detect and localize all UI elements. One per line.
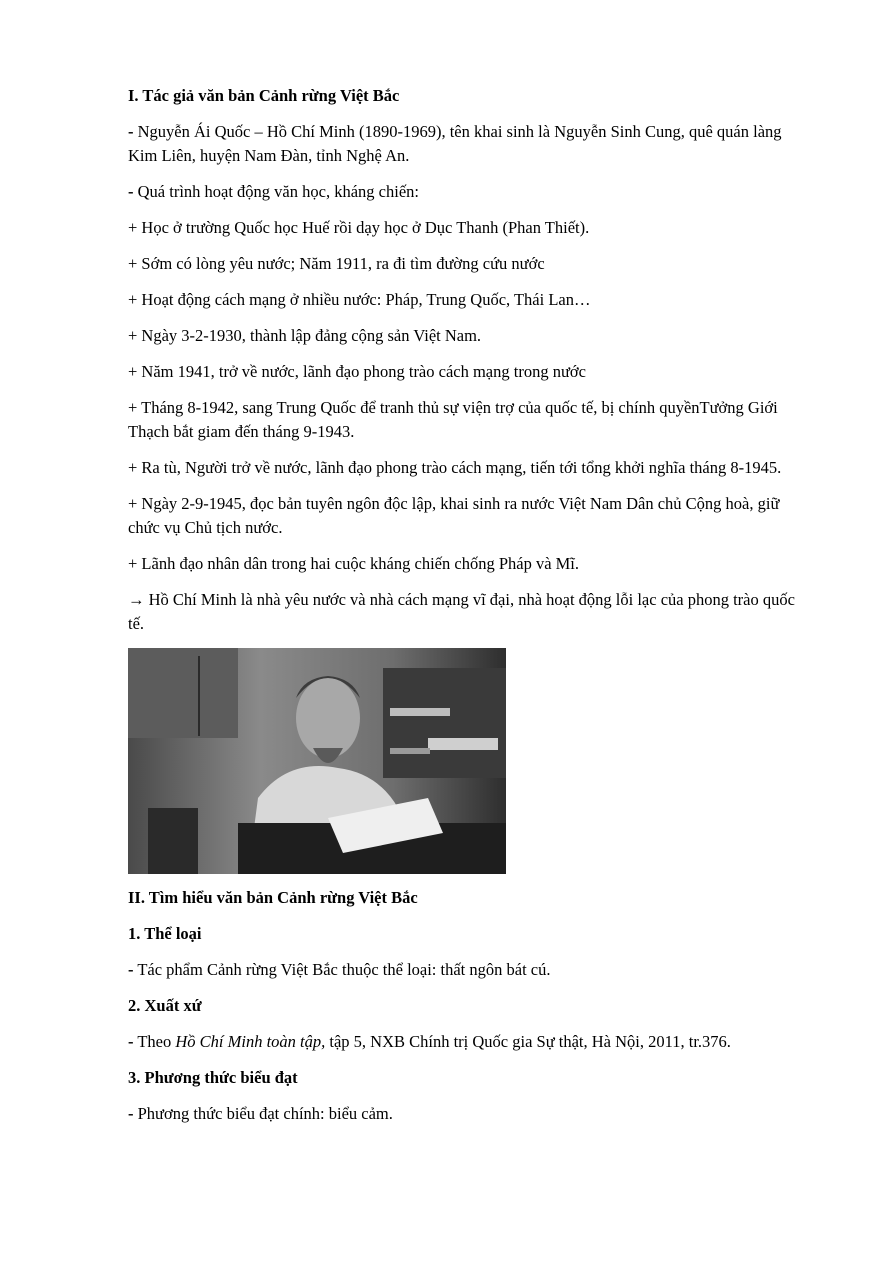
genre-heading: 1. Thể loại: [128, 924, 202, 943]
list-item: + Hoạt động cách mạng ở nhiều nước: Pháp, Trung Quốc, Thái Lan…: [128, 290, 591, 309]
list-item: + Lãnh đạo nhân dân trong hai cuộc kháng chiến chống Pháp và Mĩ.: [128, 554, 580, 573]
bullet-dash: -: [128, 182, 134, 201]
list-item: + Ngày 2-9-1945, đọc bản tuyên ngôn độc lập, khai sinh ra nước Việt Nam Dân chủ Cộng hoà, giữ chức vụ Chủ tịch nước.: [128, 494, 780, 537]
list-item: + Học ở trường Quốc học Huế rồi dạy học ở Dục Thanh (Phan Thiết).: [128, 218, 590, 237]
expression-body: Phương thức biểu đạt chính: biểu cảm.: [133, 1104, 393, 1123]
author-intro: [128, 120, 808, 168]
list-item: + Ngày 3-2-1930, thành lập đảng cộng sản Việt Nam.: [128, 326, 482, 345]
origin-book-title: Hồ Chí Minh toàn tập,: [175, 1032, 326, 1051]
bullet-dash: -: [128, 122, 134, 141]
origin-post: tập 5, NXB Chính trị Quốc gia Sự thật, Hà Nội, 2011, tr.376.: [325, 1032, 731, 1051]
conclusion: → Hồ Chí Minh là nhà yêu nước và nhà cách mạng vĩ đại, nhà hoạt động lỗi lạc của phong trào quốc tế.: [128, 590, 795, 633]
genre-text: [128, 958, 808, 982]
document-content: [128, 84, 808, 1138]
bullet-dash: -: [128, 1104, 134, 1123]
section-2-heading: II. Tìm hiểu văn bản Cảnh rừng Việt Bắc: [128, 888, 418, 907]
list-item: + Tháng 8-1942, sang Trung Quốc để tranh thủ sự viện trợ của quốc tế, bị chính quyềnTưởng Giới Thạch bắt giam đến tháng 9-1943.: [128, 398, 778, 441]
origin-text: [128, 1030, 808, 1054]
process-intro: [128, 180, 808, 204]
list-item: + Ra tù, Người trở về nước, lãnh đạo phong trào cách mạng, tiến tới tổng khởi nghĩa tháng 8-1945.: [128, 458, 782, 477]
bullet-dash: -: [128, 960, 134, 979]
bullet-dash: -: [128, 1032, 134, 1051]
section-1-heading: I. Tác giả văn bản Cảnh rừng Việt Bắc: [128, 86, 400, 105]
list-item: + Sớm có lòng yêu nước; Năm 1911, ra đi tìm đường cứu nước: [128, 254, 545, 273]
origin-pre: Theo: [133, 1032, 176, 1051]
genre-body: Tác phẩm Cảnh rừng Việt Bắc thuộc thể loại: thất ngôn bát cú.: [133, 960, 551, 979]
author-intro-text: Nguyễn Ái Quốc – Hồ Chí Minh (1890-1969), tên khai sinh là Nguyễn Sinh Cung, quê quán làng Kim Liên, huyện Nam Đàn, tỉnh Nghệ An.: [128, 122, 782, 165]
expression-heading: 3. Phương thức biểu đạt: [128, 1068, 298, 1087]
list-item: + Năm 1941, trở về nước, lãnh đạo phong trào cách mạng trong nước: [128, 362, 586, 381]
portrait-photo: [128, 648, 506, 874]
process-intro-text: Quá trình hoạt động văn học, kháng chiến:: [133, 182, 419, 201]
expression-text: [128, 1102, 808, 1126]
photo-illustration: [128, 648, 506, 874]
origin-heading: 2. Xuất xứ: [128, 996, 202, 1015]
